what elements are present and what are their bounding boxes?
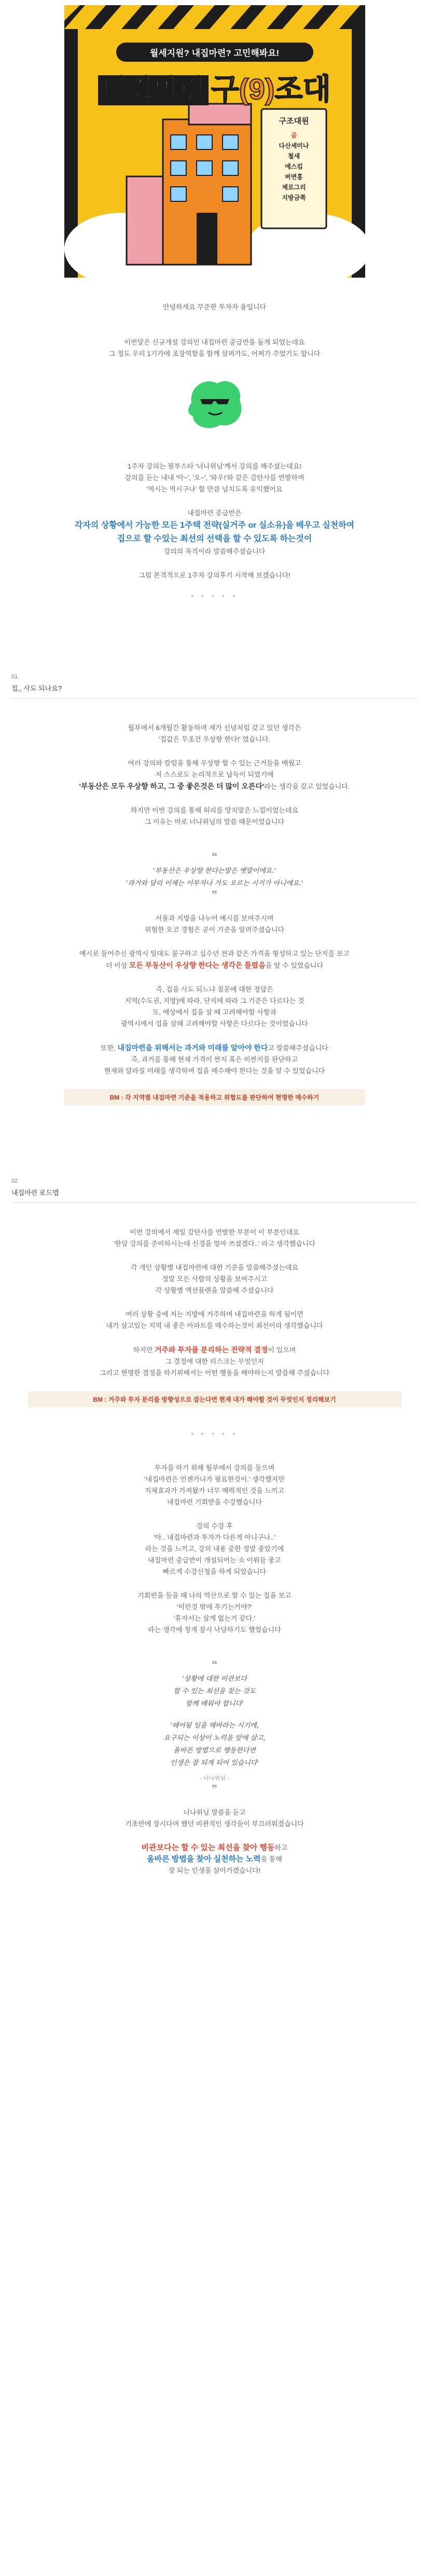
body-text: 그 결정에 대한 리스크는 무엇인지 [165,1358,264,1365]
hero-banner [64,5,365,278]
quote-text: 할 수 있는 최선을 찾는 것도 [173,1688,256,1695]
body-text: 예시로 들어주신 광역시 일대도 불구하고 십수년 전과 같은 가격을 형성하고 있는 단지를 보고 [79,950,350,957]
quote-text: '상황에 대한 비관보다 [182,1675,247,1683]
body-text: 지역(수도권, 지방)에 따라, 단지에 따라 그 기준은 다르다는 것 [124,997,305,1005]
quote-text: '과거와 달리 이제는 이부자나 가도 오르는 시기가 아니에요.' [126,880,303,887]
goal-text: 그럼 본격적으로 1주차 강의후기 시작해 보겠습니다! [139,571,290,579]
closing-highlight [59,1854,370,1865]
goal-text: 강의의 목적이라 말씀해주셨습니다 [163,547,266,555]
quote-text: '부동산은 우상향 한다는말은 옛말이에요.' [153,867,276,875]
body-text: 저 스스로도 논리적으로 납득이 되었기에 [155,771,274,778]
hero-sign-line: 버면홍 [285,173,303,181]
body-text: 월부에서 6개월간 활동하며 제가 신념처럼 갖고 있던 생각은 [128,724,301,732]
body-text: 위험한 오코 경험은 곧이 기준을 알려주셨습니다 [144,926,285,934]
body-text: 기초반에 장시다며 했던 비관적인 생각들이 부끄러워졌습니다 [125,1820,304,1828]
body-text: '집값은 무조건 우상향 한다!' 였습니다. [158,735,270,743]
body-text: '이런것 밖에 투기는거야?' [177,1603,252,1611]
blue-highlight: 올바른 방법을 찾아 실천하는 노력 [147,1855,261,1864]
goal-highlight: 각자의 상황에서 가능한 모든 1주택 전략(실거주 or 실소유)을 배우고 실천하여 [74,521,355,530]
body-text-highlight [33,1042,396,1054]
quote-attribution: - 너나위님 - [200,1775,229,1782]
body-text: 기회빈을 들을 때 나의 역산으로 할 수 있는 집을 보고 [137,1592,292,1599]
text-post: 을 알 수 있었습니다 [265,962,324,969]
red-highlight: 비관보다는 할 수 있는 최선을 찾아 행동 [141,1843,275,1852]
body-text: 그리고 현명한 결정을 하기위해서는 어떤 행동을 해야하는지 말씀해 주셨습니다 [99,1369,330,1377]
hero-title-right: 구(9)조대 [211,73,331,105]
body-text: 내가 살고있는 지역 내 좋은 아파트를 매수하는것이 최선이라 생각했습니다 [106,1322,323,1330]
mid-text: 강의를 듣는 내내 '아~', '오~', '와우!'와 같은 감탄사를 연발하며 [124,474,305,482]
quote-text: 올바른 방법으로 행동한다면 [173,1747,256,1755]
body-text: 현재와 달라질 미래를 생각하며 집을 매수해야 한다는 것을 알 수 있었습니다 [104,1067,325,1075]
quote-mark-icon: ❞ [211,889,218,901]
quote-text: 함께 배워야 합니다' [185,1700,244,1708]
green-mascot-icon [178,372,251,434]
quote-text: 인생은 잘 되게 되어 있습니다' [170,1759,259,1767]
body-text: 이번 강의에서 제일 감탄사를 연발한 부분이 이 부분인데요 [130,1228,299,1236]
body-text: 그 이유는 바로 너나위님의 말씀 때문이었습니다 [144,818,285,826]
separator-dots: * * * * * [191,1431,238,1438]
quote-text: 요구되는 이상이 노력을 앞에 살고, [163,1734,266,1742]
section-number: 01 [11,674,18,680]
section-2-header [11,1178,429,1197]
text-post: 하고 [274,1844,288,1852]
blog-post [0,5,429,1913]
quote-text: '떼어될 일을 해바라는 시기에, [170,1722,259,1730]
hero-sign-line: 지방금쪽 [282,194,306,201]
body-text: 즉, 과거를 통해 현재 가격이 싼지 혹은 비싼지를 판단하고 [131,1056,298,1063]
bold-statement: '부동산은 모두 우상향 하고, 그 중 좋은것은 더 많이 오른다' [79,782,265,790]
hero-sign-line: 예스킴 [285,163,303,170]
hero-sign-line: 철새 [287,153,300,160]
body-text: 하지만 이번 강의를 통해 허리를 망치맞은 느낌이었는데요 [130,806,299,814]
body-text: '한달 강의를 준비하시는데 신경을 얼마 쓰셨겠다..' 라고 생각했습니다 [113,1240,316,1248]
body-text: 즉, 집을 사도 되느냐 질문에 대한 정답은 [156,985,273,993]
body-text: 여러 강의와 칼럼을 통해 우상향 할 수 있는 근거들을 배웠고 [128,759,301,767]
quote-text [0,1710,429,1720]
red-highlight: 거주와 투자를 분리하는 전략적 결정 [155,1346,268,1354]
red-highlight: 모든 부동산이 우상향 한다는 생각은 틀렸음 [129,961,266,969]
body-text: 각 상황별 액션플랜을 말씀해 주셨습니다 [155,1286,274,1294]
body-text: '내집마련은 언젠가나가 필요한것이.' 생각했지만 [144,1475,285,1483]
hero-title-left: 내집마련 [98,75,209,105]
goal-text: 내집마련 중급반은 [187,509,242,517]
body-text: 내집마련 중급반이 개설되어는 쇼 이뤄들 좋고 [148,1556,281,1564]
body-text: 광역시에서 집을 살때 고려해야할 사항은 다르다는 것이었습니다 [121,1020,308,1027]
body-text: 정말 모든 사람의 상황을 보여주시고 [162,1275,267,1283]
body-text: 지체효과가 가져왔가 너무 매력적인 것을 느끼고 [144,1487,285,1495]
quote-mark-icon: ❝ [211,1659,218,1670]
closing-highlight [59,1842,370,1854]
body-text: 투자를 하기 위해 월부에서 강의를 들으며 [154,1464,275,1472]
mid-text: 1주차 강의는 필부스타 '너나위님'께서 강의를 해주셨는데요! [127,462,302,470]
text-post: 을 통해 [260,1855,282,1863]
hero-sign [264,115,325,203]
hero-sign-title: 구조대원 [279,117,309,126]
text-post: 고 말씀해주셨습니다 [268,1044,328,1052]
body-text: 라는 것을 느끼고, 강의 내용 중한 정말 좋았기에 [145,1545,284,1553]
text-pre: 하지만 [133,1346,155,1354]
separator-dots: * * * * * [191,594,238,601]
body-text: 빠르게 수강신청을 하게 되었습니다 [162,1568,267,1575]
body-text-highlight [59,1344,370,1356]
body-text: 강의 수강 후 [196,1522,233,1530]
quote-mark-icon: ❞ [211,1784,218,1795]
intro-text: 이번달은 신규개설 강의인 내집마련 중급반을 돕게 되었는데요 [124,338,305,346]
section-number: 02 [11,1178,18,1184]
body-text: 또, 예상에서 집을 살 때 고려해야할 사항과 [153,1008,276,1016]
hero-badge: 월세지원? 내집마련? 고민해봐요! [116,43,313,62]
body-text: 라는 생각에 청개 잠시 낙담하기도 했었습니다 [148,1626,281,1634]
closing-text: 잘 되는 인생을 살아가겠습니다! [168,1867,261,1874]
body-text: 너나위님 말씀을 듣고 [183,1808,246,1816]
hero-sign-line: 다산세미나 [279,142,309,149]
blue-highlight: 내집마련을 위해서는 과거와 미래를 알아야 한다 [117,1044,268,1052]
hero-sign-line: 골 [290,132,297,139]
intro-text: 그 정도 우리 1기가에 조장역할을 함께 살펴가도, 어쩌가 주었기도 합니다 [108,350,321,358]
body-text: '휴자서는 살게 없는거 같다.' [173,1614,256,1622]
body-text: 여러 상황 중에 저는 지방에 거주하며 내집마련을 하게 됨이면 [126,1310,303,1318]
bm-callout: BM : 거주와 투자 분리를 방향성으로 잡는다면 현재 내가 해야할 것이 무엇인지 정리해보기 [28,1391,402,1407]
body-text: 서울과 지방을 나누어 예시를 보여주시며 [155,914,274,922]
intro-greeting: 안녕하세요 무준한 투자자 윰입니다 [162,303,267,311]
text-pre: 또한, [101,1044,118,1052]
statement-tail: 라는 생각을 갖고 있었습니다. [264,783,350,790]
mascot-sticker [178,372,251,437]
body-text: 내집마련 기회받을 수강했습니다 [167,1498,262,1506]
hero-sign-line: 제로그리 [282,184,306,191]
section-title: 내집마련 로드맵 [11,1189,59,1197]
section-1-header [11,674,429,693]
mid-text: '역시는 역시구나' 할 만큼 넘치도록 유익했어요 [146,485,283,493]
section-title: 집,, 사도 되나요? [11,684,62,692]
quote-mark-icon: ❝ [211,851,218,862]
goal-highlight: 집으로 할 수있는 최선의 선택을 할 수 있도록 하는것이 [117,535,312,543]
body-text: '아.. 내집마련과 투자가 다른게 아니구나..' [154,1533,275,1541]
body-text-bold [59,780,370,792]
text-pre: 더 이상 [105,962,129,969]
body-text-highlight [18,960,412,971]
hero-title [95,66,334,108]
body-text: 각 개인 상황별 내집마련에 대한 기준을 말씀해주셨는데요 [130,1264,299,1271]
bm-callout: BM : 각 지역별 내집마련 기준을 적용하고 위험도를 판단하여 현명한 매수하기 [64,1089,365,1105]
text-post: 이 있으며 [268,1346,296,1354]
